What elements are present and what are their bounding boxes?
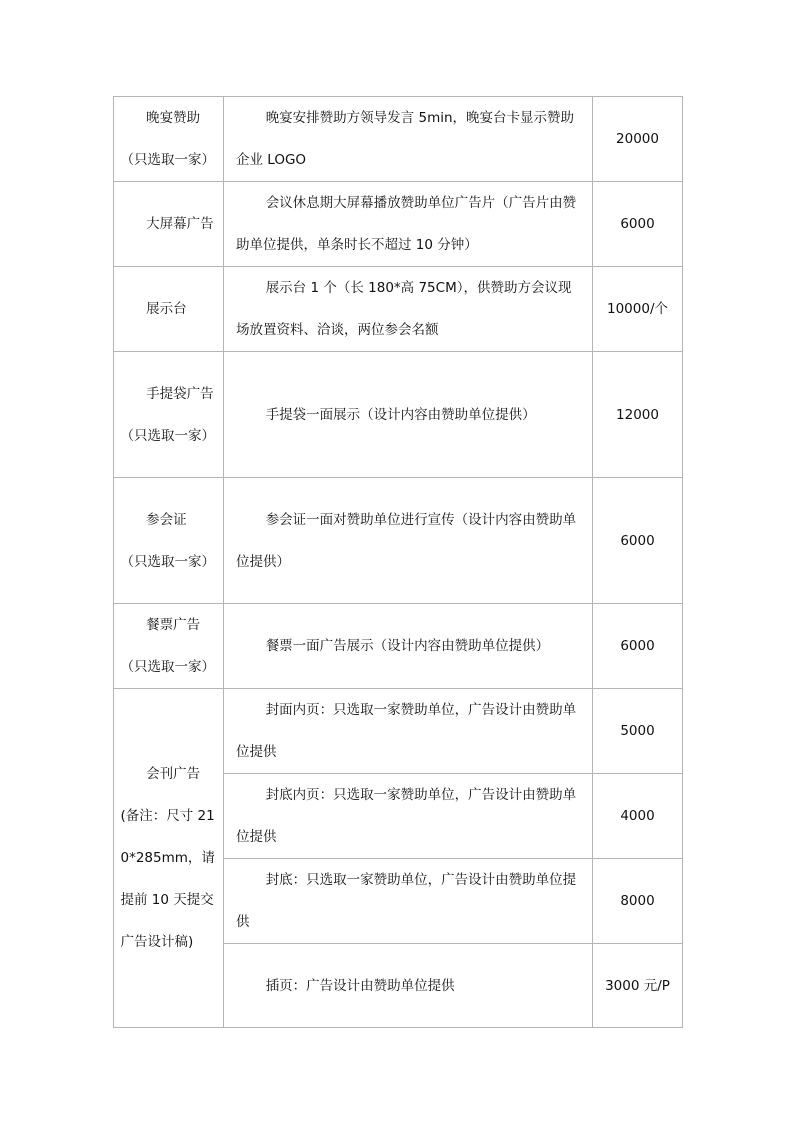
sponsor-price-cell [593, 182, 683, 267]
sponsor-item: 晚宴赞助（只选取一家） [120, 110, 215, 168]
sponsor-description: 封面内页：只选取一家赞助单位，广告设计由赞助单位提供 [236, 702, 577, 760]
journal-ad-item: 会刊广告 (备注：尺寸 210*285mm，请提前 10 天提交广告设计稿) [120, 766, 215, 950]
sponsor-price: 8000 [620, 893, 655, 909]
sponsor-item: 参会证 （只选取一家） [120, 511, 215, 570]
sponsor-price: 6000 [620, 638, 655, 654]
journal-ad-item-cell [114, 689, 224, 1028]
sponsor-price-cell [593, 859, 683, 944]
sponsor-item-cell [114, 267, 224, 352]
sponsor-description: 参会证一面对赞助单位进行宣传（设计内容由赞助单位提供） [236, 511, 577, 570]
sponsor-price: 6000 [620, 216, 655, 232]
sponsor-price: 5000 [620, 723, 655, 739]
sponsor-item: 大屏幕广告 [146, 216, 214, 232]
sponsor-description: 会议休息期大屏幕播放赞助单位广告片（广告片由赞助单位提供，单条时长不超过 10 分钟） [236, 195, 577, 253]
sponsor-price-cell [593, 352, 683, 478]
sponsor-description-cell [224, 352, 593, 478]
sponsor-description-cell [224, 97, 593, 182]
table-row [114, 267, 683, 352]
sponsor-description-cell [224, 267, 593, 352]
sponsor-description: 晚宴安排赞助方领导发言 5min，晚宴台卡显示赞助企业 LOGO [236, 110, 575, 168]
sponsor-description: 展示台 1 个（长 180*高 75CM），供赞助方会议现场放置资料、洽谈，两位参会名额 [236, 280, 572, 338]
table-row [114, 182, 683, 267]
sponsor-description: 封底内页：只选取一家赞助单位，广告设计由赞助单位提供 [236, 787, 577, 845]
sponsor-price: 20000 [616, 131, 659, 147]
sponsor-item-cell [114, 352, 224, 478]
sponsor-price-cell [593, 689, 683, 774]
sponsor-item-cell [114, 478, 224, 604]
table-row [114, 604, 683, 689]
sponsor-description: 餐票一面广告展示（设计内容由赞助单位提供） [265, 638, 550, 654]
sponsor-description-cell [224, 689, 593, 774]
table-row [114, 478, 683, 604]
sponsor-price: 4000 [620, 808, 655, 824]
sponsor-description: 手提袋一面展示（设计内容由赞助单位提供） [265, 406, 536, 423]
sponsor-item: 展示台 [146, 301, 187, 317]
sponsor-description-cell [224, 859, 593, 944]
sponsor-description: 封底：只选取一家赞助单位，广告设计由赞助单位提供 [236, 872, 577, 930]
sponsor-description-cell [224, 478, 593, 604]
table-row [114, 97, 683, 182]
sponsorship-table [113, 96, 683, 1028]
sponsor-price-cell [593, 774, 683, 859]
sponsor-item-cell [114, 604, 224, 689]
sponsor-price-cell [593, 97, 683, 182]
sponsor-price: 3000 元/P [605, 977, 670, 994]
sponsor-price-cell [593, 478, 683, 604]
sponsor-description-cell [224, 604, 593, 689]
sponsor-item-cell [114, 97, 224, 182]
sponsor-price: 6000 [620, 532, 655, 549]
table-row [114, 352, 683, 478]
sponsor-item: 餐票广告（只选取一家） [120, 617, 215, 675]
sponsor-item-cell [114, 182, 224, 267]
table-row [114, 689, 683, 774]
sponsor-description-cell [224, 944, 593, 1028]
sponsor-price-cell [593, 267, 683, 352]
sponsor-item: 手提袋广告 （只选取一家） [120, 385, 215, 444]
sponsor-price: 12000 [616, 406, 659, 423]
sponsor-description-cell [224, 774, 593, 859]
sponsor-description-cell [224, 182, 593, 267]
sponsor-description: 插页：广告设计由赞助单位提供 [265, 977, 455, 994]
sponsor-price-cell [593, 944, 683, 1028]
sponsor-price: 10000/个 [607, 301, 668, 317]
sponsor-price-cell [593, 604, 683, 689]
